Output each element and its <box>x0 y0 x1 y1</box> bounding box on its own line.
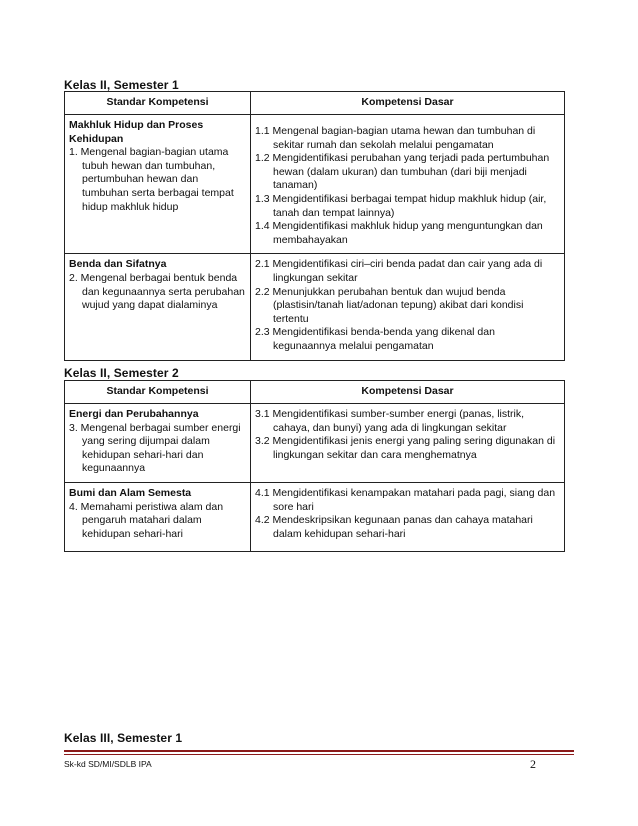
kd-item: 1.1 Mengenal bagian-bagian utama hewan dan tumbuhan di sekitar rumah dan sekolah melalui pengamatan <box>255 125 536 151</box>
section-title-kelas-3-semester-1: Kelas III, Semester 1 <box>64 731 183 745</box>
kd-item: 2.3 Mengidentifikasi benda-benda yang dikenal dan kegunaannya melalui pengamatan <box>255 326 495 352</box>
header-standar-kompetensi: Standar Kompetensi <box>65 92 251 115</box>
page-number: 2 <box>530 757 536 771</box>
kd-cell <box>251 404 565 483</box>
section-title-kelas-2-semester-1: Kelas II, Semester 1 <box>64 78 179 92</box>
header-kompetensi-dasar: Kompetensi Dasar <box>251 92 565 115</box>
competency-table-2 <box>64 380 565 552</box>
table-row <box>65 254 565 360</box>
sk-cell <box>65 115 251 254</box>
kd-cell <box>251 115 565 254</box>
footer-document-label: Sk-kd SD/MI/SDLB IPA <box>64 759 152 769</box>
kd-item: 2.2 Menunjukkan perubahan bentuk dan wujud benda (plastisin/tanah liat/adonan tepung) akibat dari kondisi tertentu <box>255 285 524 325</box>
table-row <box>65 115 565 254</box>
sk-item: 2. Mengenal berbagai bentuk benda dan kegunaannya serta perubahan wujud yang dapat dialaminya <box>69 271 245 312</box>
sk-item: 3. Mengenal berbagai sumber energi yang sering dijumpai dalam kehidupan sehari-hari dan kegunaannya <box>69 421 241 475</box>
kd-cell <box>251 482 565 551</box>
sk-cell <box>65 404 251 483</box>
kd-item: 4.2 Mendeskripsikan kegunaan panas dan cahaya matahari dalam kehidupan sehari-hari <box>255 514 533 540</box>
kd-item: 1.4 Mengidentifikasi makhluk hidup yang menguntungkan dan membahayakan <box>255 220 543 246</box>
sk-item: 1. Mengenal bagian-bagian utama tubuh hewan dan tumbuhan, pertumbuhan hewan dan tumbuhan serta berbagai tempat hidup makhluk hidup <box>69 146 234 213</box>
kd-item: 4.1 Mengidentifikasi kenampakan matahari pada pagi, siang dan sore hari <box>255 486 556 513</box>
footer-rule-thin <box>64 754 574 755</box>
kd-item: 3.1 Mengidentifikasi sumber-sumber energi (panas, listrik, cahaya, dan bunyi) yang ada di lingkungan sekitar <box>255 408 525 434</box>
table-header-row <box>65 381 565 404</box>
sk-cell <box>65 254 251 360</box>
table-row <box>65 404 565 483</box>
kd-item: 1.2 Mengidentifikasi perubahan yang terjadi pada pertumbuhan hewan (dalam ukuran) dan tumbuhan (dari biji menjadi tanaman) <box>255 152 550 192</box>
section-title-kelas-2-semester-2: Kelas II, Semester 2 <box>64 366 179 380</box>
kd-item: 3.2 Mengidentifikasi jenis energi yang paling sering digunakan di lingkungan sekitar dan cara menghematnya <box>255 435 556 461</box>
kd-cell <box>251 254 565 360</box>
kd-item: 2.1 Mengidentifikasi ciri–ciri benda padat dan cair yang ada di lingkungan sekitar <box>255 258 543 284</box>
sk-title: Makhluk Hidup dan Proses Kehidupan <box>69 119 204 145</box>
sk-cell <box>65 482 251 551</box>
header-kompetensi-dasar: Kompetensi Dasar <box>251 381 565 404</box>
competency-table-1 <box>64 91 565 361</box>
sk-title: Energi dan Perubahannya <box>69 408 199 420</box>
sk-title: Benda dan Sifatnya <box>69 258 167 271</box>
table-row <box>65 482 565 551</box>
table-header-row <box>65 92 565 115</box>
sk-title: Bumi dan Alam Semesta <box>69 486 192 499</box>
kd-item: 1.3 Mengidentifikasi berbagai tempat hidup makhluk hidup (air, tanah dan tempat lainnya) <box>255 192 547 219</box>
sk-item: 4. Memahami peristiwa alam dan pengaruh matahari dalam kehidupan sehari-hari <box>69 500 224 540</box>
footer-rule-thick <box>64 750 574 752</box>
header-standar-kompetensi: Standar Kompetensi <box>65 381 251 404</box>
